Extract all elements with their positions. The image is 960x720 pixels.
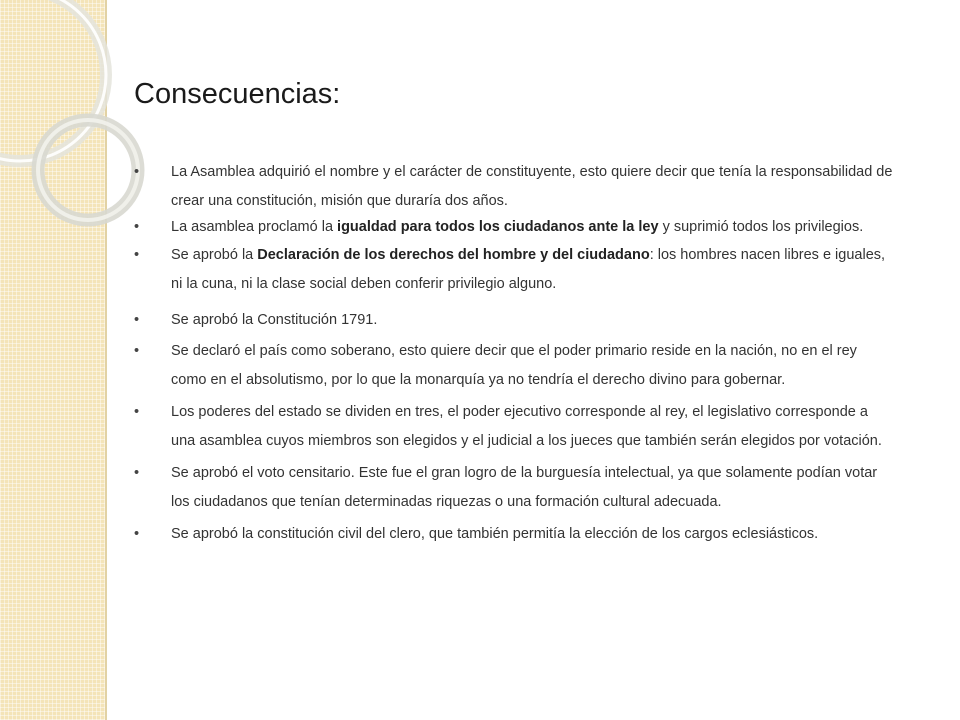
bullet-text: Se aprobó la constitución civil del clero, que también permitía la elección de los cargos eclesiásticos. [171,526,819,542]
bullet-item [134,158,894,216]
bullet-text: La asamblea proclamó la [171,219,338,235]
bullet-text: Se aprobó el voto censitario. Este fue el gran logro de la burguesía intelectual, ya que solamente podían votar los ciudadanos que tenían determinadas riquezas o una formación cultural adecuada. [171,465,878,510]
bullet-item [134,306,894,335]
bullet-item [134,459,894,517]
bullet-item [134,398,894,456]
bullet-list [134,158,894,549]
bullet-item [134,520,894,549]
bullet-text: Se aprobó la [171,247,258,263]
bullet-item [134,218,894,236]
bullet-item [134,337,894,395]
ring-ornament-icon [0,0,140,260]
slide-title: Consecuencias: [134,78,341,110]
bullet-text: La Asamblea adquirió el nombre y el carácter de constituyente, esto quiere decir que tenía la responsabilidad de crear una constitución, misión que duraría dos años. [171,164,893,209]
bullet-bold-text: igualdad para todos los ciudadanos ante la ley [337,219,659,235]
bullet-item [134,241,894,299]
bullet-text: y suprimió todos los privilegios. [658,219,864,235]
bullet-text: : los hombres nacen libres e iguales, ni la cuna, ni la clase social deben conferir privilegio alguno. [171,247,886,292]
bullet-text: Los poderes del estado se dividen en tres, el poder ejecutivo corresponde al rey, el legislativo corresponde a una asamblea cuyos miembros son elegidos y el judicial a los jueces que también serán elegidos por votación. [171,404,882,449]
bullet-text: Se aprobó la Constitución 1791. [171,312,378,328]
bullet-bold-text: Declaración de los derechos del hombre y del ciudadano [257,247,650,263]
bullet-text: Se declaró el país como soberano, esto quiere decir que el poder primario reside en la nación, no en el rey como en el absolutismo, por lo que la monarquía ya no tendría el derecho divino para gobernar. [171,343,857,388]
